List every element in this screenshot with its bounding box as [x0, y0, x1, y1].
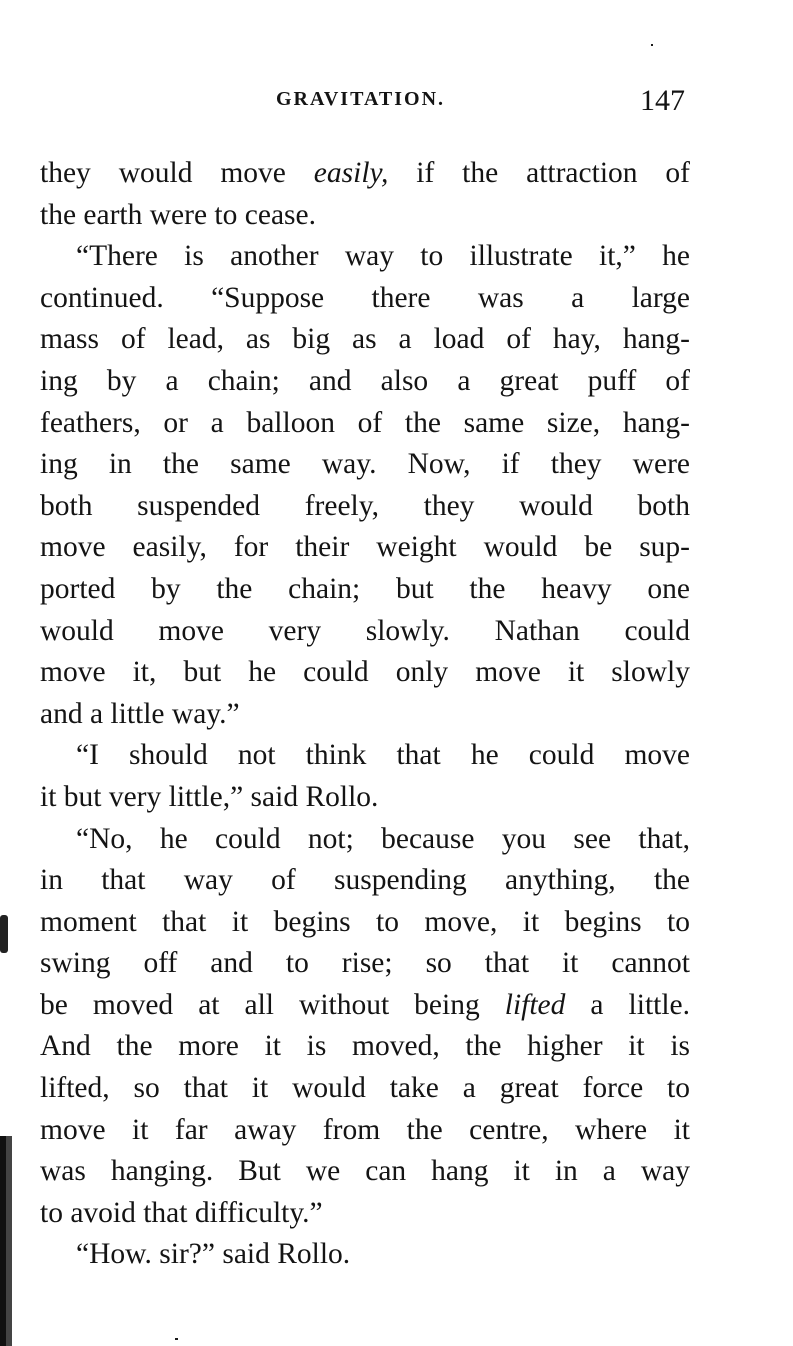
text-line: continued. “Suppose there was a large [40, 281, 690, 314]
text-line: move it, but he could only move it slowly [40, 656, 690, 689]
text-line: And the more it is moved, the higher it is [40, 1030, 690, 1063]
text-line: move it far away from the centre, where it [40, 1113, 690, 1146]
text-line: and a little way.” [40, 697, 240, 730]
running-head: GRAVITATION. [276, 88, 446, 110]
text-segment: a little. [565, 988, 691, 1021]
text-line: in that way of suspending anything, the [40, 864, 690, 897]
text-line: “How. sir?” said Rollo. [76, 1238, 351, 1271]
scan-edge-mark [0, 915, 8, 953]
italic-word: easily, [313, 157, 389, 189]
text-line: ing in the same way. Now, if they were [40, 448, 690, 481]
text-line: ing by a chain; and also a great puff of [40, 364, 690, 397]
text-line: lifted, so that it would take a great force to [40, 1072, 690, 1105]
text-line [40, 985, 690, 1027]
page-number: 147 [640, 84, 685, 117]
scan-edge-mark [0, 1136, 12, 1346]
body-text [40, 153, 690, 1276]
scan-speck [651, 44, 653, 46]
text-line: feathers, or a balloon of the same size, hang- [40, 406, 690, 439]
text-line: would move very slowly. Nathan could [40, 614, 690, 647]
scan-speck [175, 1338, 178, 1340]
text-line: moment that it begins to move, it begins to [40, 905, 690, 938]
text-line: was hanging. But we can hang it in a way [40, 1155, 690, 1188]
text-line: it but very little,” said Rollo. [40, 780, 379, 813]
text-line: mass of lead, as big as a load of hay, hang- [40, 323, 690, 356]
text-line: swing off and to rise; so that it cannot [40, 947, 690, 980]
text-line: the earth were to cease. [40, 198, 316, 231]
text-line: both suspended freely, they would both [40, 489, 690, 522]
text-line: “No, he could not; because you see that, [76, 822, 690, 855]
text-segment: they would move [40, 157, 314, 189]
text-segment: if the attraction of [388, 157, 690, 189]
text-line: to avoid that difficulty.” [40, 1196, 323, 1229]
text-line: move easily, for their weight would be sup- [40, 531, 690, 564]
text-line: “I should not think that he could move [76, 739, 690, 772]
italic-word: lifted [504, 988, 566, 1021]
text-line: “There is another way to illustrate it,” he [76, 240, 690, 273]
text-line: ported by the chain; but the heavy one [40, 572, 690, 605]
text-line [40, 153, 690, 195]
text-segment: be moved at all without being [40, 988, 505, 1021]
